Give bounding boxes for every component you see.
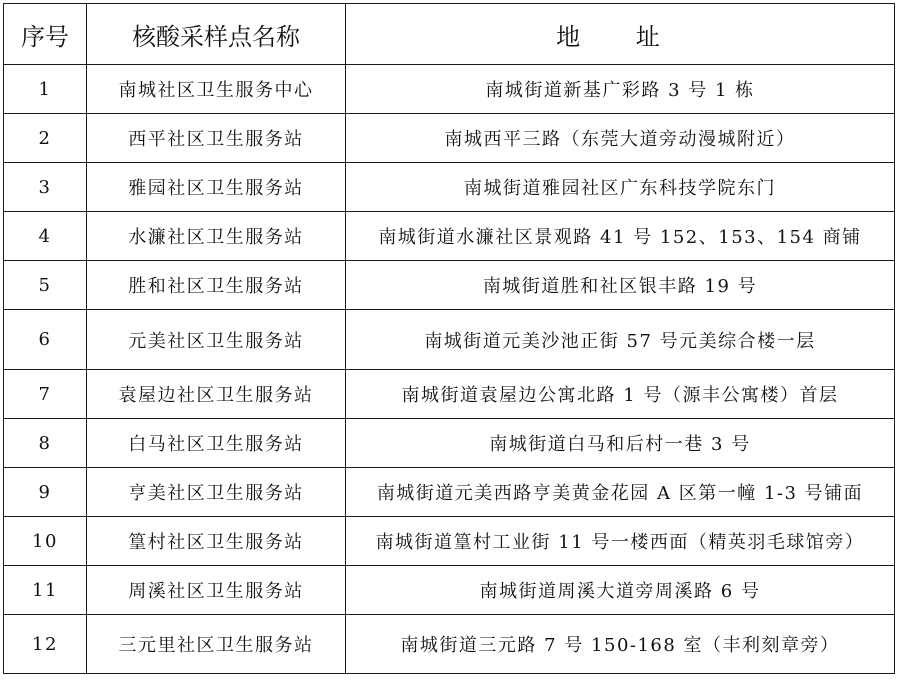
cell-site-name: 元美社区卫生服务站 [87, 310, 346, 370]
header-site-name: 核酸采样点名称 [87, 4, 346, 65]
cell-address: 南城街道水濂社区景观路 41 号 152、153、154 商铺 [346, 212, 895, 261]
table-row [4, 566, 895, 615]
cell-serial-number: 6 [4, 310, 87, 370]
cell-serial-number: 11 [4, 566, 87, 615]
table-row [4, 615, 895, 674]
table-row [4, 65, 895, 114]
cell-serial-number: 3 [4, 163, 87, 212]
table-row [4, 212, 895, 261]
cell-address: 南城街道胜和社区银丰路 19 号 [346, 261, 895, 310]
cell-site-name: 亨美社区卫生服务站 [87, 468, 346, 517]
cell-address: 南城街道雅园社区广东科技学院东门 [346, 163, 895, 212]
cell-address: 南城街道三元路 7 号 150-168 室（丰利刻章旁） [346, 615, 895, 674]
cell-site-name: 袁屋边社区卫生服务站 [87, 370, 346, 419]
header-address: 地 址 [346, 4, 895, 65]
cell-serial-number: 5 [4, 261, 87, 310]
table-header-row [4, 4, 895, 65]
cell-address: 南城西平三路（东莞大道旁动漫城附近） [346, 114, 895, 163]
cell-serial-number: 9 [4, 468, 87, 517]
table-row [4, 310, 895, 370]
cell-site-name: 南城社区卫生服务中心 [87, 65, 346, 114]
cell-serial-number: 12 [4, 615, 87, 674]
cell-site-name: 雅园社区卫生服务站 [87, 163, 346, 212]
cell-address: 南城街道袁屋边公寓北路 1 号（源丰公寓楼）首层 [346, 370, 895, 419]
cell-site-name: 白马社区卫生服务站 [87, 419, 346, 468]
table-row [4, 370, 895, 419]
table-row [4, 468, 895, 517]
cell-serial-number: 4 [4, 212, 87, 261]
cell-site-name: 水濂社区卫生服务站 [87, 212, 346, 261]
cell-serial-number: 7 [4, 370, 87, 419]
table-row [4, 419, 895, 468]
table-row [4, 114, 895, 163]
cell-site-name: 周溪社区卫生服务站 [87, 566, 346, 615]
cell-serial-number: 1 [4, 65, 87, 114]
table-row [4, 517, 895, 566]
cell-address: 南城街道篁村工业街 11 号一楼西面（精英羽毛球馆旁） [346, 517, 895, 566]
cell-serial-number: 10 [4, 517, 87, 566]
cell-serial-number: 8 [4, 419, 87, 468]
cell-address: 南城街道新基广彩路 3 号 1 栋 [346, 65, 895, 114]
sampling-sites-table [3, 3, 895, 674]
cell-site-name: 西平社区卫生服务站 [87, 114, 346, 163]
cell-address: 南城街道白马和后村一巷 3 号 [346, 419, 895, 468]
cell-address: 南城街道元美沙池正街 57 号元美综合楼一层 [346, 310, 895, 370]
cell-site-name: 篁村社区卫生服务站 [87, 517, 346, 566]
cell-serial-number: 2 [4, 114, 87, 163]
cell-site-name: 三元里社区卫生服务站 [87, 615, 346, 674]
cell-site-name: 胜和社区卫生服务站 [87, 261, 346, 310]
header-serial-number: 序号 [4, 4, 87, 65]
table-row [4, 261, 895, 310]
table-row [4, 163, 895, 212]
cell-address: 南城街道周溪大道旁周溪路 6 号 [346, 566, 895, 615]
cell-address: 南城街道元美西路亨美黄金花园 A 区第一幢 1-3 号铺面 [346, 468, 895, 517]
